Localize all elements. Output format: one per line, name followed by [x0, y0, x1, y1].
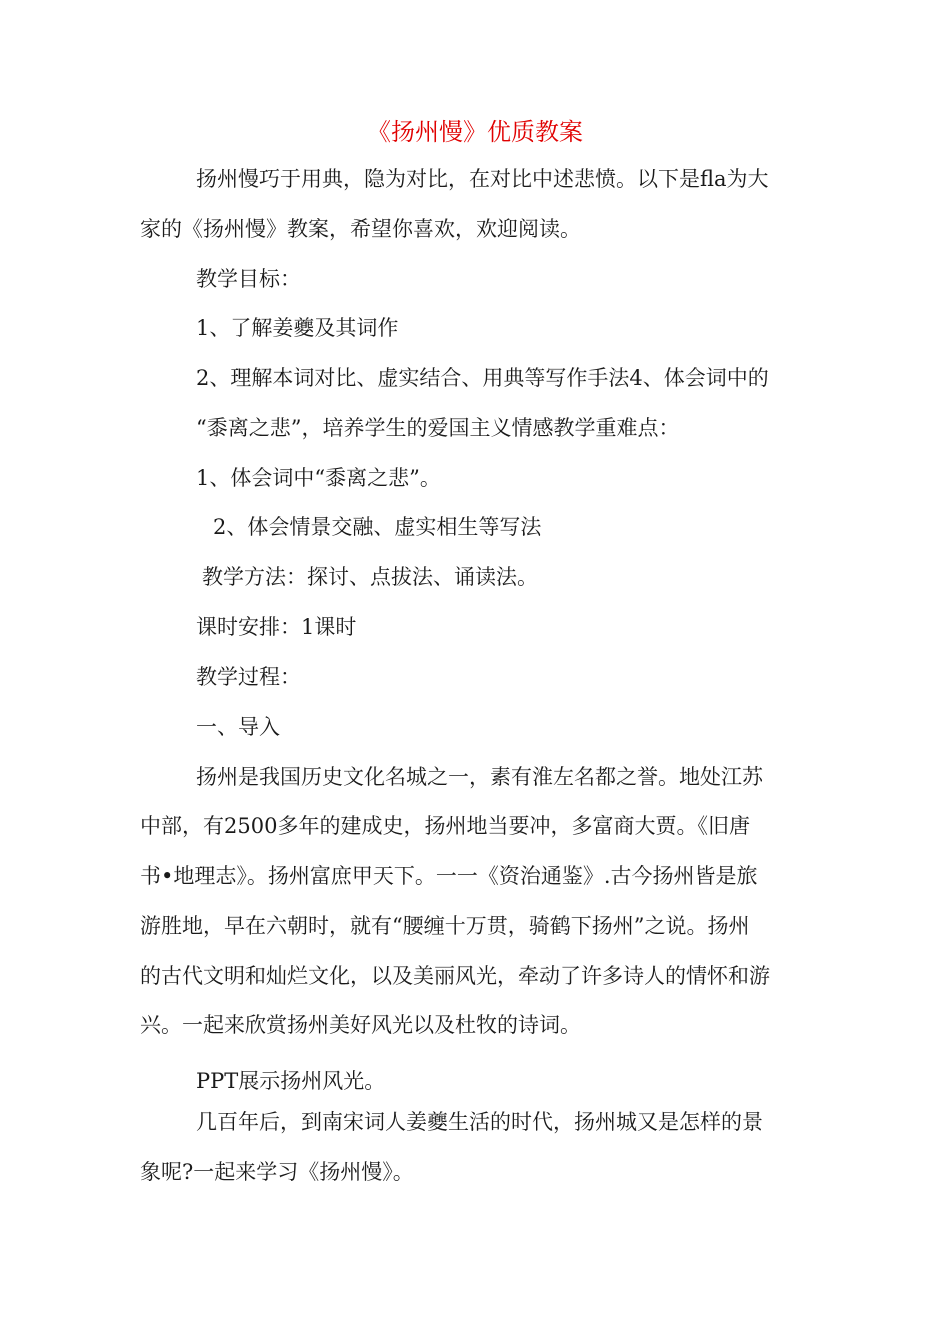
paragraph-line: PPT展示扬州风光。 — [196, 1069, 386, 1093]
paragraph-line: 扬州慢巧于用典，隐为对比，在对比中述悲愤。以下是fla为大 — [196, 167, 769, 191]
paragraph-line: 2、理解本词对比、虚实结合、用典等写作手法4、体会词中的 — [196, 366, 769, 390]
paragraph-line: “黍离之悲”，培养学生的爱国主义情感教学重难点： — [196, 416, 680, 440]
paragraph-line: 的古代文明和灿烂文化，以及美丽风光，牵动了许多诗人的情怀和游 — [140, 964, 770, 988]
paragraph-line: 教学目标： — [196, 267, 301, 291]
paragraph-line: 1、体会词中“黍离之悲”。 — [196, 466, 441, 490]
paragraph-line: 2、体会情景交融、虚实相生等写法 — [213, 515, 542, 539]
paragraph-line: 1、了解姜夔及其词作 — [196, 316, 399, 340]
paragraph-line: 扬州是我国历史文化名城之一，素有淮左名都之誉。地处江苏 — [196, 765, 763, 789]
paragraph-line: 兴。一起来欣赏扬州美好风光以及杜牧的诗词。 — [140, 1013, 581, 1037]
paragraph-line: 一、导入 — [196, 715, 280, 739]
paragraph-line: 家的《扬州慢》教案，希望你喜欢，欢迎阅读。 — [140, 217, 581, 241]
paragraph-line: 几百年后，到南宋词人姜夔生活的时代，扬州城又是怎样的景 — [196, 1110, 763, 1134]
document-title: 《扬州慢》优质教案 — [367, 118, 583, 146]
paragraph-line: 教学方法：探讨、点拔法、诵读法。 — [202, 565, 538, 589]
paragraph-line: 游胜地，早在六朝时，就有“腰缠十万贯，骑鹤下扬州”之说。扬州 — [140, 914, 750, 938]
paragraph-line: 书•地理志》。扬州富庶甲天下。一一《资治通鉴》.古今扬州皆是旅 — [140, 864, 758, 888]
paragraph-line: 中部，有2500多年的建成史，扬州地当要冲，多富商大贾。《旧唐 — [140, 814, 750, 838]
paragraph-line: 象呢?一起来学习《扬州慢》。 — [140, 1160, 414, 1184]
paragraph-line: 教学过程： — [196, 665, 301, 689]
paragraph-line: 课时安排：1课时 — [196, 615, 357, 639]
